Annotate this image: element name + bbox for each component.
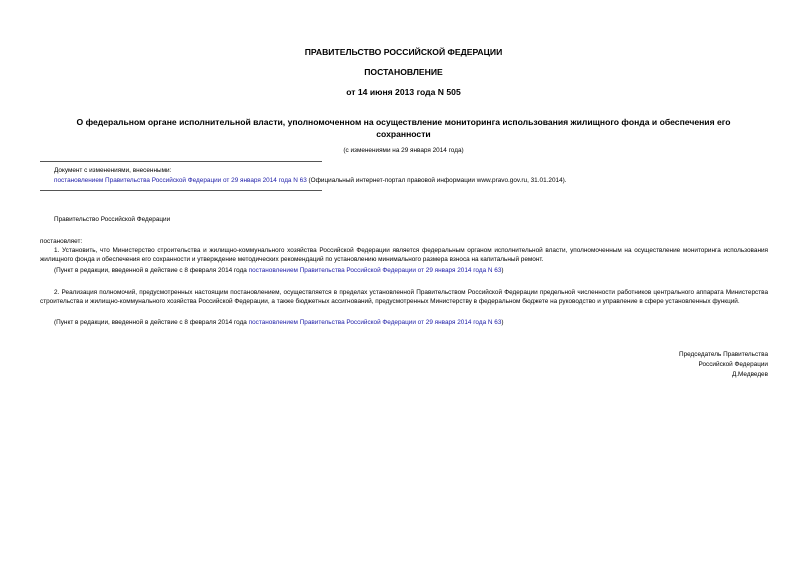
- issuer: Правительство Российской Федерации: [54, 216, 171, 223]
- bottom-divider: [40, 190, 322, 191]
- signature-name: Д.Медведев: [731, 371, 768, 378]
- document-date-number: от 14 июня 2013 года N 505: [346, 87, 461, 97]
- amendments-reference: [54, 176, 567, 185]
- paragraph-1-note-link[interactable]: постановлением Правительства Российской Федерации от 29 января 2014 года N 63: [248, 267, 502, 274]
- paragraph-2-note-link[interactable]: постановлением Правительства Российской Федерации от 29 января 2014 года N 63: [248, 319, 502, 326]
- signature-title: Председатель Правительства: [679, 351, 768, 358]
- paragraph-2-note-suffix: ): [501, 319, 504, 326]
- document-type: ПОСТАНОВЛЕНИЕ: [364, 67, 443, 77]
- paragraph-1-note-suffix: ): [501, 267, 504, 274]
- government-name: ПРАВИТЕЛЬСТВО РОССИЙСКОЙ ФЕДЕРАЦИИ: [304, 47, 503, 57]
- revision-note: (с изменениями на 29 января 2014 года): [343, 147, 464, 154]
- paragraph-2: 2. Реализация полномочий, предусмотренных настоящим постановлением, осуществляется в пределах установленной Правительством Российской Федерации предельной численности работников центрального аппарата Министерства строительства и жилищно-коммунального хозяйства Российской Федерации, а также бюджетных ассигнований, предусмотренных Министерству в федеральном бюджете на руководство и управление в сфере установленных функций.: [40, 289, 768, 305]
- paragraph-1: 1. Установить, что Министерство строительства и жилищно-коммунального хозяйства Российской Федерации является федеральным органом исполнительной власти, уполномоченным на осуществление мониторинга использования жилищного фонда и обеспечения его сохранности и утверждение методических рекомендаций по установлению минимального размера взноса на капитальный ремонт.: [40, 247, 768, 263]
- document-title: О федеральном органе исполнительной власти, уполномоченном на осуществление мониторинга использования жилищного фонда и обеспечения его сохранности: [76, 117, 731, 139]
- top-divider: [40, 161, 322, 162]
- paragraph-2-note-prefix: (Пункт в редакции, введенной в действие с 8 февраля 2014 года: [54, 319, 249, 326]
- amendment-source: (Официальный интернет-портал правовой информации www.pravo.gov.ru, 31.01.2014).: [306, 177, 567, 184]
- paragraph-2-note: [54, 318, 504, 327]
- paragraph-1-note: [54, 266, 504, 275]
- amendment-link[interactable]: постановлением Правительства Российской Федерации от 29 января 2014 года N 63: [54, 177, 307, 184]
- amendments-intro: Документ с изменениями, внесенными:: [54, 167, 172, 174]
- paragraph-1-note-prefix: (Пункт в редакции, введенной в действие с 8 февраля 2014 года: [54, 267, 249, 274]
- decides-label: постановляет:: [40, 238, 83, 245]
- signature-country: Российской Федерации: [698, 361, 768, 368]
